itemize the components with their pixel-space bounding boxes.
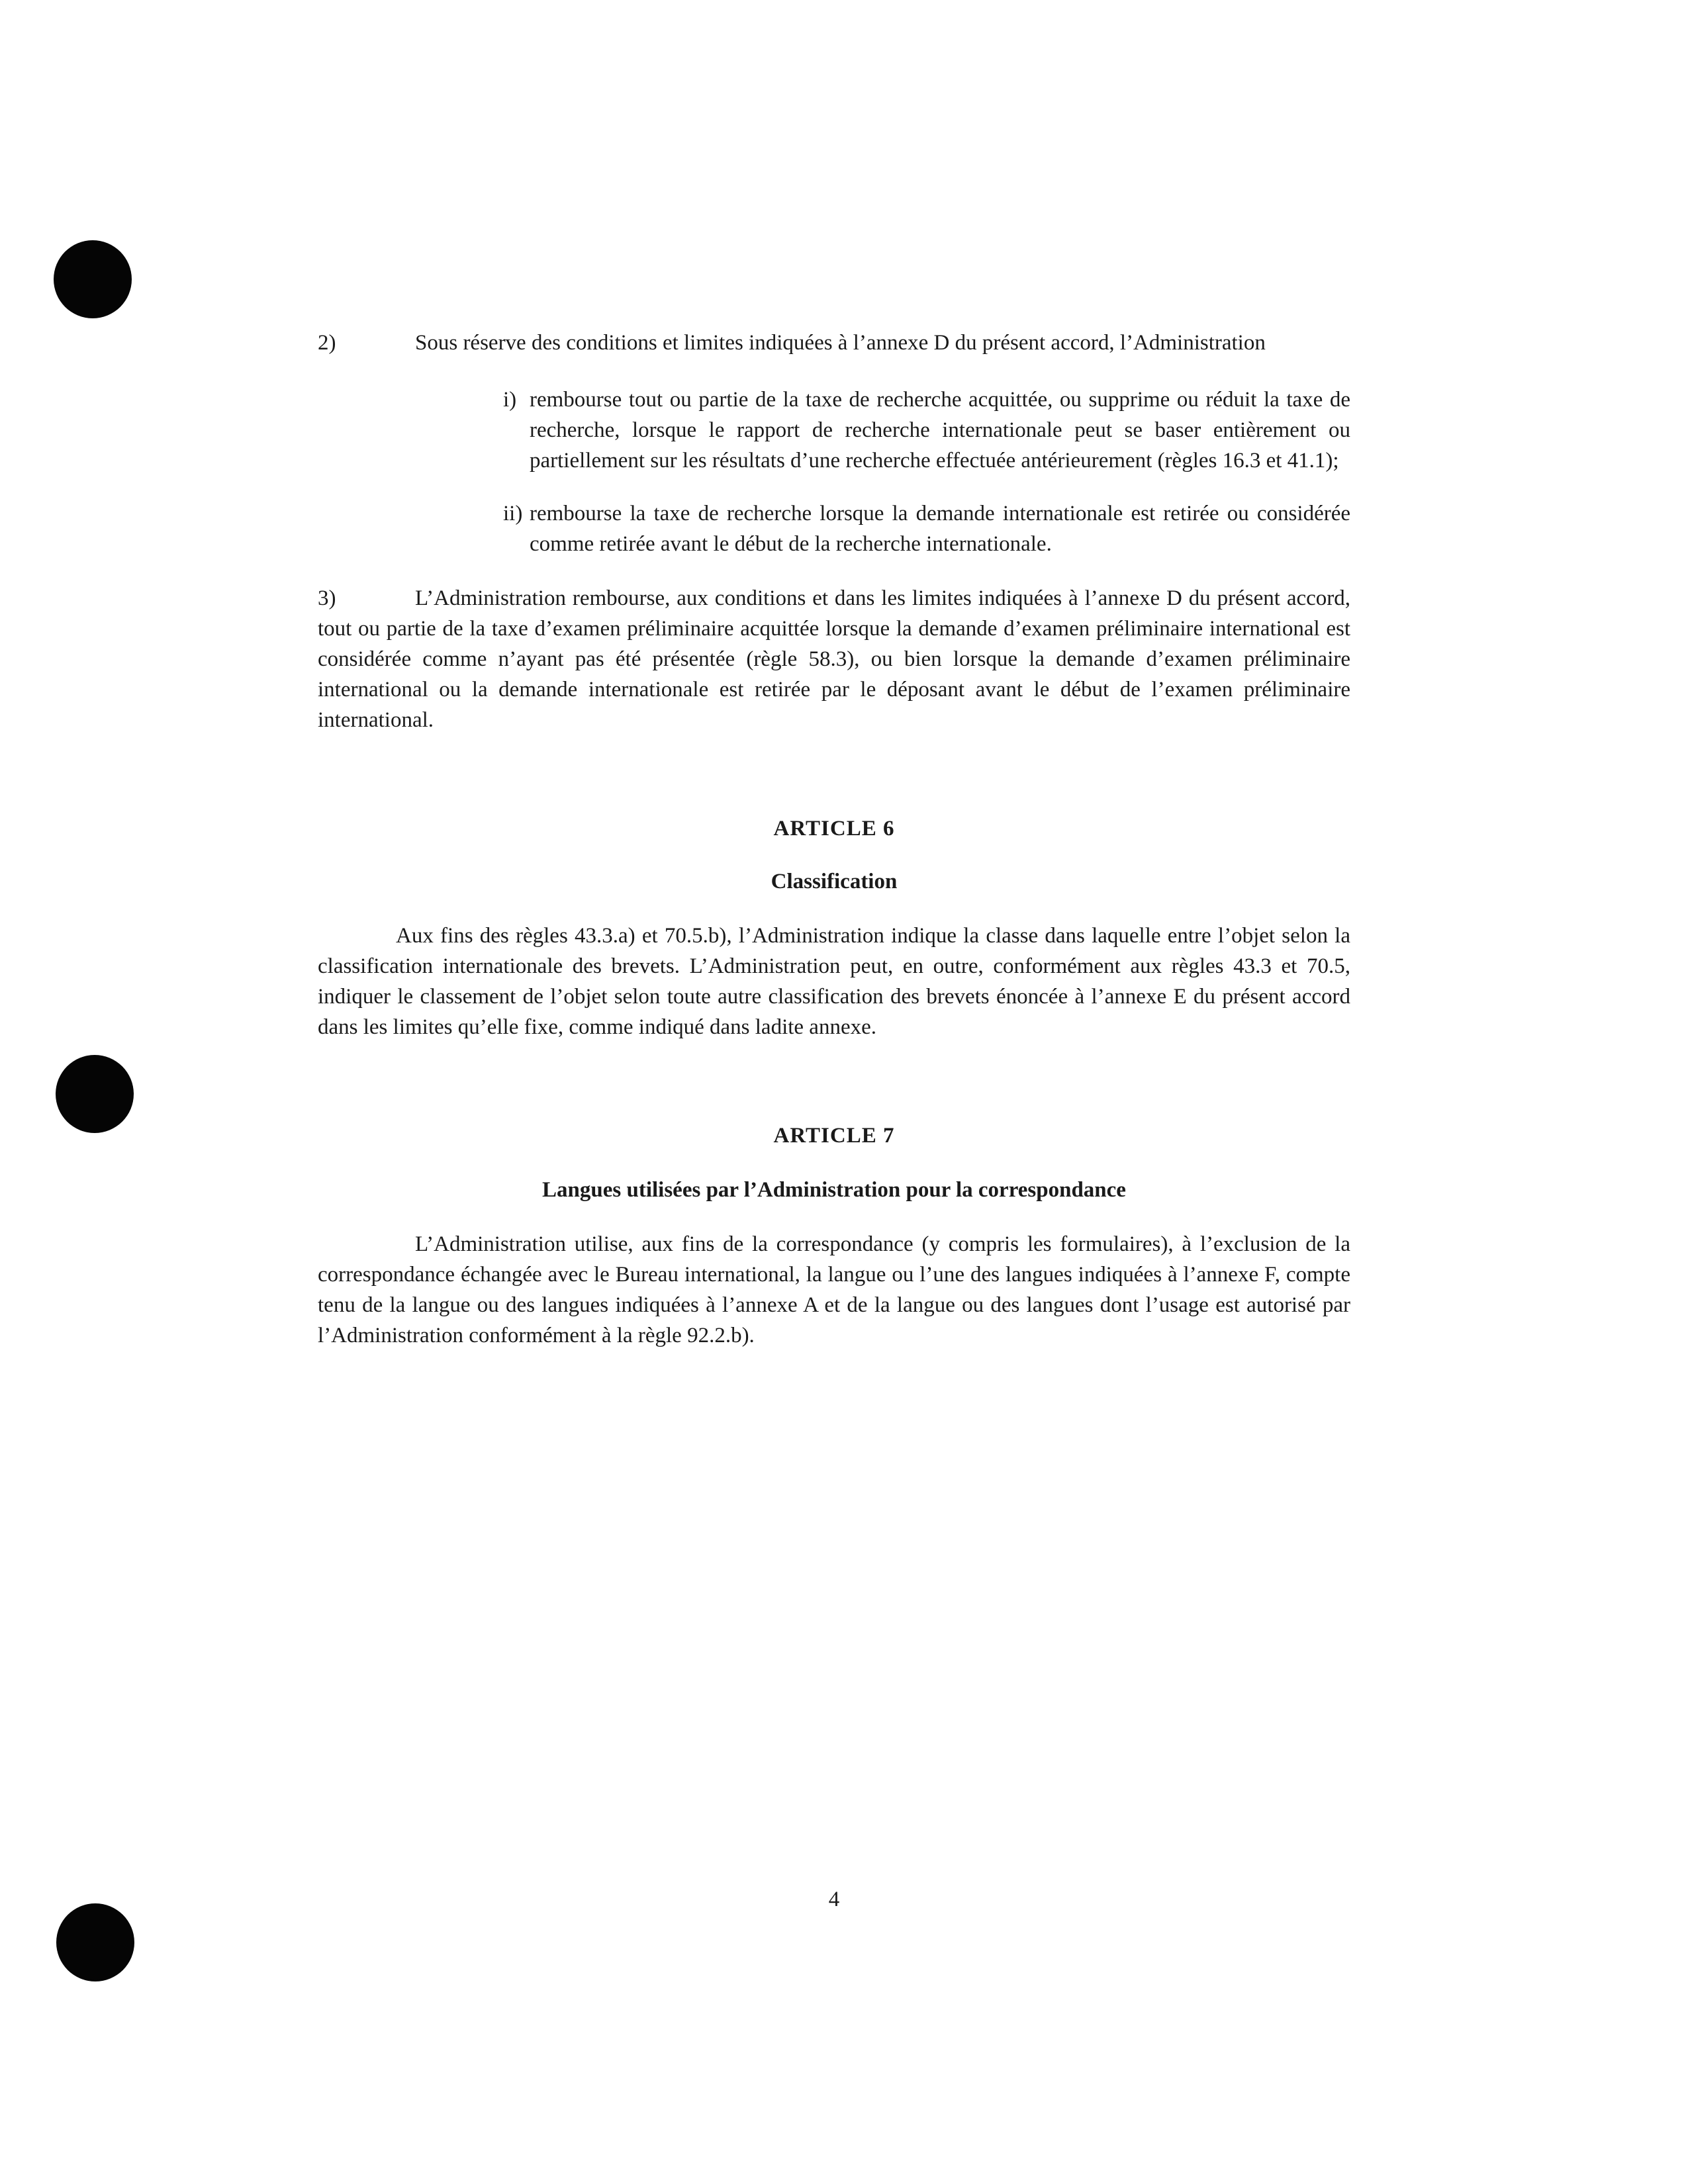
article-6-body: Aux fins des règles 43.3.a) et 70.5.b), l’Administration indique la classe dans laquelle entre l’objet selon la classification internationale des brevets. L’Administration peut, en outre, conformément aux règles 43.3 et 70.5, indiquer le classement de l’objet selon toute autre classification des brevets énoncée à l’annexe E du présent accord dans les limites qu’elle fixe, comme indiqué dans ladite annexe. [318, 924, 1350, 1039]
list-item-ii-text: rembourse la taxe de recherche lorsque la demande internationale est retirée ou considérée comme retirée avant le début de la recherche internationale. [530, 502, 1350, 556]
punch-hole-middle [56, 1055, 134, 1133]
article-6-subtitle: Classification [771, 870, 898, 893]
paragraph-3-number: 3) [318, 586, 336, 610]
document-body [318, 328, 1350, 1351]
paragraph-3-text: L’Administration rembourse, aux conditions et dans les limites indiquées à l’annexe D du présent accord, tout ou partie de la taxe d’examen préliminaire acquittée lorsque la demande d’examen préliminaire international est considérée comme n’ayant pas été présentée (règle 58.3), ou bien lorsque la demande d’examen préliminaire international ou la demande internationale est retirée par le déposant avant le début de l’examen préliminaire international. [318, 586, 1350, 732]
list-item-i [318, 385, 1350, 476]
paragraph-3 [318, 583, 1350, 735]
list-item-i-number: i) [503, 388, 517, 412]
paragraph-2-text: Sous réserve des conditions et limites indiquées à l’annexe D du présent accord, l’Administration [415, 331, 1266, 355]
article-6-title: ARTICLE 6 [773, 817, 895, 841]
page-number: 4 [828, 1888, 840, 1911]
paragraph-2-number: 2) [318, 331, 336, 355]
article-7-body: L’Administration utilise, aux fins de la correspondance (y compris les formulaires), à l’exclusion de la correspondance échangée avec le Bureau international, la langue ou l’une des langues indiquées à l’annexe F, compte tenu de la langue ou des langues indiquées à l’annexe A et de la langue ou des langues dont l’usage est autorisé par l’Administration conformément à la règle 92.2.b). [318, 1232, 1350, 1347]
list-item-ii-number: ii) [503, 502, 523, 525]
punch-hole-top [54, 240, 132, 318]
list-item-ii [318, 498, 1350, 559]
list-item-i-text: rembourse tout ou partie de la taxe de recherche acquittée, ou supprime ou réduit la taxe de recherche, lorsque le rapport de recherche internationale peut se baser entièrement ou partiellement sur les résultats d’une recherche effectuée antérieurement (règles 16.3 et 41.1); [530, 388, 1350, 473]
punch-hole-bottom [56, 1903, 134, 1981]
article-7-subtitle: Langues utilisées par l’Administration pour la correspondance [542, 1178, 1126, 1202]
article-7-title: ARTICLE 7 [773, 1124, 895, 1148]
paragraph-2 [318, 328, 1350, 358]
